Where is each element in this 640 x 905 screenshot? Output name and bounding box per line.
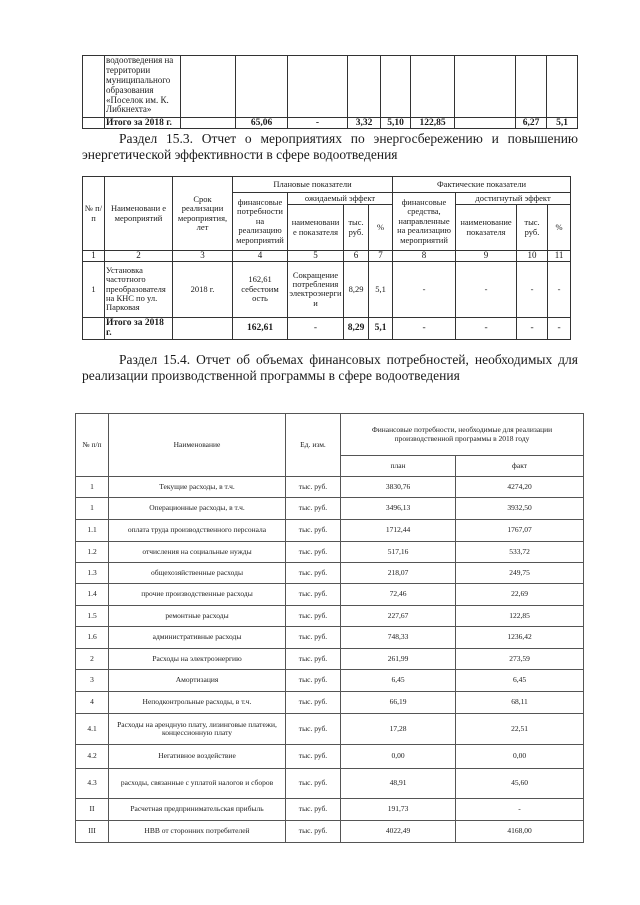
table-row: 1 Операционные расходы, в т.ч. тыс. руб. 3496,13 3932,50 xyxy=(76,498,584,520)
table-row: 1.4 прочие производственные расходы тыс. руб. 72,46 22,69 xyxy=(76,584,584,606)
table-row: 1 Установка частотного преобразователя на КНС по ул. Парковая 2018 г. 162,61 себестоим ость Сокращение потребления электроэнерги и 8,29 5,1 - - - - xyxy=(83,261,571,317)
header-num: № п/п xyxy=(83,177,105,251)
header-fact: факт xyxy=(456,456,584,477)
header-fact-rub: тыс. руб. xyxy=(517,205,548,251)
table-row: 4.3 расходы, связанные с уплатой налогов и сборов тыс. руб. 48,91 45,60 xyxy=(76,769,584,799)
table-row: 4 Неподконтрольные расходы, в т.ч. тыс. руб. 66,19 68,11 xyxy=(76,692,584,714)
total-label: Итого за 2018 г. xyxy=(105,317,173,339)
header-fact-effect: достигнутый эффект xyxy=(456,193,571,205)
financial-needs-table xyxy=(75,413,584,843)
header-fact-indicator: наименование показателя xyxy=(456,205,517,251)
table-row: 1.1 оплата труда производственного персонала тыс. руб. 1712,44 1767,07 xyxy=(76,520,584,542)
total-label: Итого за 2018 г. xyxy=(105,118,181,129)
header-num: № п/п xyxy=(76,414,109,477)
previous-table-continuation xyxy=(82,55,578,129)
section-15-3-title: Раздел 15.3. Отчет о мероприятиях по энергосбережению и повышению энергетической эффективности в сфере водоотведения xyxy=(82,131,578,162)
table-row: 3 Амортизация тыс. руб. 6,45 6,45 xyxy=(76,670,584,692)
table-row: 1 Текущие расходы, в т.ч. тыс. руб. 3830,76 4274,20 xyxy=(76,477,584,498)
header-term: Срок реализации мероприятия, лет xyxy=(173,177,233,251)
header-plan-fin: финансовые потребности на реализацию мероприятий xyxy=(233,193,288,251)
header-fact: Фактические показатели xyxy=(393,177,571,193)
header-plan-effect: ожидаемый эффект xyxy=(288,193,393,205)
table-row: 4.1 Расходы на арендную плату, лизинговые платежи, концессионную плату тыс. руб. 17,28 22,51 xyxy=(76,714,584,745)
header-name: Наименование xyxy=(109,414,286,477)
energy-saving-table xyxy=(82,176,571,340)
total-row: Итого за 2018 г. 162,61 - 8,29 5,1 - - - - xyxy=(83,317,571,339)
header-plan: Плановые показатели xyxy=(233,177,393,193)
header-unit: Ед. изм. xyxy=(286,414,341,477)
header-plan-indicator: наименовани е показателя xyxy=(288,205,344,251)
header-name: Наименовани е мероприятий xyxy=(105,177,173,251)
table-row: 2 Расходы на электроэнергию тыс. руб. 261,99 273,59 xyxy=(76,649,584,670)
header-fact-fin: финансовые средства, направленные на реализацию мероприятий xyxy=(393,193,456,251)
header-plan-pct: % xyxy=(369,205,393,251)
table-row: II Расчетная предпринимательская прибыль тыс. руб. 191,73 - xyxy=(76,799,584,821)
table-row: 4.2 Негативное воздействие тыс. руб. 0,00 0,00 xyxy=(76,745,584,769)
header-plan: план xyxy=(341,456,456,477)
section-15-4-title: Раздел 15.4. Отчет об объемах финансовых потребностей, необходимых для реализации производственной программы в сфере водоотведения xyxy=(82,352,578,383)
table-row xyxy=(83,56,578,118)
header-plan-rub: тыс. руб. xyxy=(344,205,369,251)
header-group: Финансовые потребности, необходимые для реализации производственной программы в 2018 году xyxy=(341,414,584,456)
measure-name: водоотведения на территории муниципального образования «Поселок им. К. Либкнехта» xyxy=(105,56,181,118)
table-row: 1.2 отчисления на социальные нужды тыс. руб. 517,16 533,72 xyxy=(76,542,584,563)
table-row: 1.6 административные расходы тыс. руб. 748,33 1236,42 xyxy=(76,627,584,649)
total-row: Итого за 2018 г. 65,06 - 3,32 5,10 122,85 6,27 5,1 xyxy=(83,118,578,129)
header-fact-pct: % xyxy=(548,205,571,251)
table-row: 1.3 общехозяйственные расходы тыс. руб. 218,07 249,75 xyxy=(76,563,584,584)
measure-name: Установка частотного преобразователя на КНС по ул. Парковая xyxy=(105,261,173,317)
table-row: 1.5 ремонтные расходы тыс. руб. 227,67 122,85 xyxy=(76,606,584,627)
table-row: III НВВ от сторонних потребителей тыс. руб. 4022,49 4168,00 xyxy=(76,821,584,843)
column-numbers-row: 1 2 3 4 5 6 7 8 9 10 11 xyxy=(83,251,571,262)
